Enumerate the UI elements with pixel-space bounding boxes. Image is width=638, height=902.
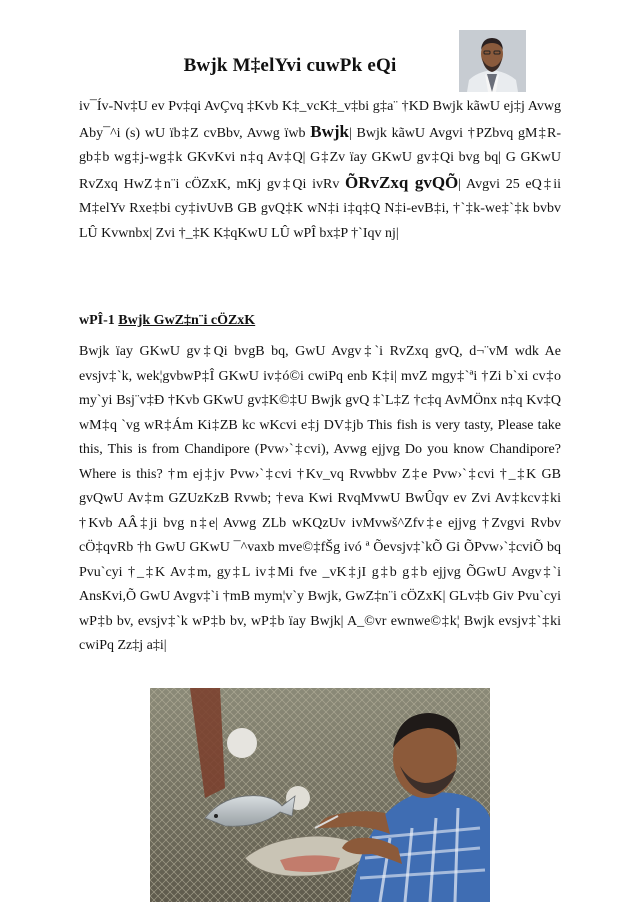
author-portrait-svg: [459, 30, 526, 92]
section-title: Bwjk GwZ‡n¨i cÖZxK: [118, 313, 256, 328]
intro-text-part2: | Bwjk kãwU Avgvi †PZbvq gM‡R-gb‡b wg‡j-wg‡k GKvKvi n‡q Av‡Q| G‡Zv ïay GKwU gv‡Qi bvg bq| G GKwU RvZxq HwZ‡n¨i cÖZxK, mKj gv‡Qi ivRv: [79, 125, 561, 192]
fish-photo-svg: [150, 688, 490, 902]
section-heading: [79, 313, 255, 329]
section-paragraph: [79, 340, 561, 659]
intro-paragraph: [79, 95, 561, 246]
intro-text-part3: | Avgvi 25 eQ‡ii M‡elYv Rxe‡bi cy‡ivUvB GB gvQ‡K wN‡i i‡q‡Q N‡i-evB‡i, †`‡k-we‡`‡k bvbv LÛ Kvwnbx| Zvi †_‡K K‡qKwU LÛ wPÎ bx‡P †`Iqv nj|: [79, 176, 561, 241]
author-portrait-icon: [459, 30, 526, 92]
intro-emphasis-bwjk: Bwjk: [310, 121, 349, 141]
section-number: wPÎ-1: [79, 313, 119, 328]
section-paragraph-text: Bwjk ïay GKwU gv‡Qi bvgB bq, GwU Avgv‡`i RvZxq gvQ, d¬¨vM wdk Ae evsjv‡`k, wek¦gvbwP‡Î GKwU iv‡ó©i cwiPq enb K‡i| mvZ mgy‡`ªi †Zi b`xi cv‡o my`yi Bsj¨v‡Ð †Kvb GKwU gv‡K©‡U Bwjk gvQ ‡`L‡Z †c‡q AvMÖnx n‡q Kv‡Q wM‡q `vg wR‡Ám Ki‡ZB kc wKcvi e‡j DV‡jb This fish is very tasty, Please take this, This is from Chandipore (Pvw›`‡cvi), Avwg ejjvg Do you know Chandipore? Where is this? †m ej‡jv Pvw›`‡cvi †Kv_vq Rvwbbv Z‡e Pvw›`‡cvi †_‡K GB gvQwU Av‡m GZUzKzB Rvwb; †eva Kwi RvqMvwU BwÛqv ev Zvi Av‡kcv‡ki †Kvb AÂ‡ji bvg n‡e| Avwg ZLb wKQzUv ivMvwš^Zfv‡e ejjvg †Zvgvi Rvbv cÖ‡qvRb †h GwU GKwU ¯^vaxb mve©‡fŠg ivó ª Õevsjv‡`kÕ Gi ÕPvw›`‡cviÕ bq Pvu`cyi †_‡K Av‡m, gy‡L iv‡Mi fve _vK‡jI g‡b g‡b ejjvg ÕGwU Avgv‡`i AnsKvi,Õ GwU Avgv‡`i †mB mym¦v`y Bwjk, GwZ‡n¨i cÖZxK| GLv‡b Giv Pvu`cyi wP‡b bv, evsjv‡`k wP‡b bv, wP‡b ïay Bwjk| A_©vr ewnwe©‡k¦ Bwjk evsjv‡`‡ki cwiPq Zz‡j a‡i|: [79, 344, 561, 653]
hilsa-fish-photo-icon: [150, 688, 490, 902]
intro-emphasis-national-fish: ÕRvZxq gvQÕ: [345, 172, 459, 192]
document-title: Bwjk M‡elYvi cuwPk eQi: [183, 55, 397, 76]
intro-text-part1: iv¯Ív-Nv‡U ev Pv‡qi AvÇvq ‡Kvb K‡_vcK‡_v‡bi g‡a¨ †KD Bwjk kãwU ej‡j Avwg Aby¯^i (s) wU ïb‡Z cvBbv, Avwg ïwb: [79, 99, 561, 141]
